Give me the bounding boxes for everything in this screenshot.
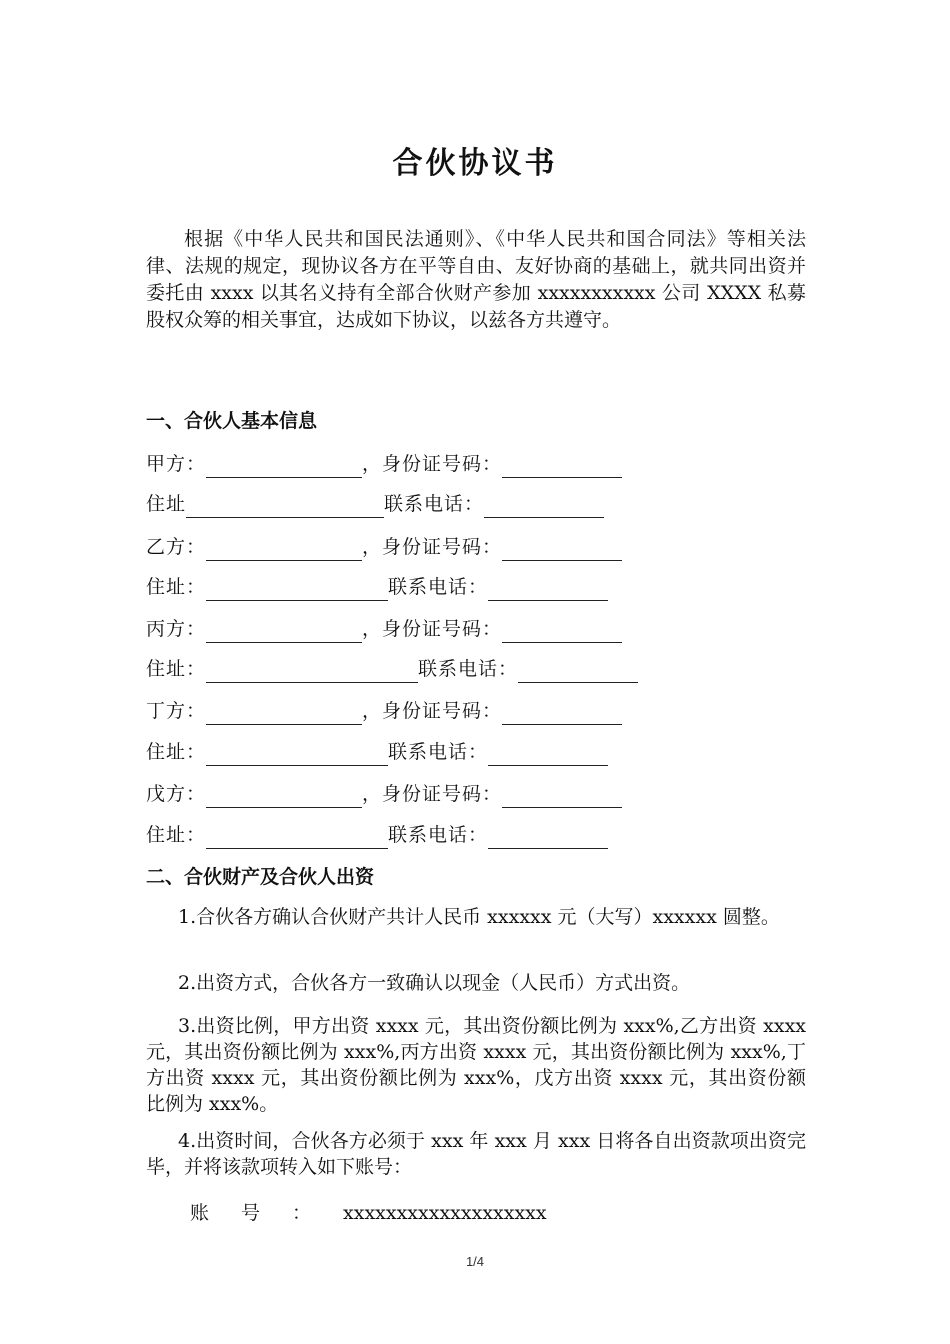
id-label: ，身份证号码：: [362, 700, 503, 722]
party-label: 戊方：: [146, 783, 207, 805]
document-title: 合伙协议书: [392, 146, 558, 181]
account-label: 账号：: [190, 1202, 344, 1224]
clause-3: 3.出资比例，甲方出资 xxxx 元，其出资份额比例为 xxx%,乙方出资 xxxx 元，其出资份额比例为 xxx%,丙方出资 xxxx 元，其出资份额比例为 xxx%,丁方出资 xxxx 元，其出资份额比例为 xxx%，戊方出资 xxxx 元，其出资份额比例为 xxx%。: [146, 1015, 806, 1115]
address-row-wu: [146, 821, 608, 849]
party-row-yi: [146, 533, 622, 561]
name-blank[interactable]: [206, 704, 362, 725]
address-blank[interactable]: [206, 828, 388, 849]
name-blank[interactable]: [206, 540, 362, 561]
id-blank[interactable]: [502, 457, 622, 478]
phone-blank[interactable]: [518, 662, 638, 683]
id-blank[interactable]: [502, 787, 622, 808]
name-blank[interactable]: [206, 457, 362, 478]
address-label: 住址：: [146, 658, 207, 680]
account-value: xxxxxxxxxxxxxxxxxxx: [343, 1202, 547, 1224]
section-heading-capital: 二、合伙财产及合伙人出资: [146, 866, 375, 888]
phone-blank[interactable]: [484, 497, 604, 518]
name-blank[interactable]: [206, 622, 362, 643]
clause-1: 1.合伙各方确认合伙财产共计人民币 xxxxxx 元（大写）xxxxxx 圆整。: [178, 906, 780, 928]
address-label: 住址：: [146, 741, 207, 763]
party-label: 丁方：: [146, 700, 207, 722]
page-number: 1/4: [465, 1254, 485, 1269]
address-row-bing: [146, 655, 638, 683]
clause-2: 2.出资方式，合伙各方一致确认以现金（人民币）方式出资。: [178, 972, 691, 994]
phone-blank[interactable]: [488, 828, 608, 849]
phone-blank[interactable]: [488, 580, 608, 601]
party-label: 甲方：: [146, 453, 207, 475]
intro-paragraph: 根据《中华人民共和国民法通则》、《中华人民共和国合同法》等相关法律、法规的规定，现协议各方在平等自由、友好协商的基础上，就共同出资并委托由 xxxx 以其名义持有全部合伙财产参加 xxxxxxxxxxx 公司 XXXX 私募股权众筹的相关事宜，达成如下协议，以兹各方共遵守。: [146, 228, 806, 331]
section-heading-partner-info: 一、合伙人基本信息: [146, 410, 318, 432]
address-blank[interactable]: [186, 497, 384, 518]
clause-4: 4.出资时间，合伙各方必须于 xxx 年 xxx 月 xxx 日将各自出资款项出资完毕，并将该款项转入如下账号：: [146, 1130, 806, 1178]
party-row-wu: [146, 780, 622, 808]
party-row-jia: [146, 450, 622, 478]
id-label: ，身份证号码：: [362, 536, 503, 558]
address-label: 住址: [146, 493, 187, 515]
party-row-bing: [146, 615, 622, 643]
phone-label: 联系电话：: [388, 576, 489, 598]
phone-label: 联系电话：: [384, 493, 485, 515]
id-blank[interactable]: [502, 622, 622, 643]
address-blank[interactable]: [206, 745, 388, 766]
address-row-yi: [146, 573, 608, 601]
id-label: ，身份证号码：: [362, 453, 503, 475]
address-label: 住址：: [146, 576, 207, 598]
address-row-ding: [146, 738, 608, 766]
party-label: 乙方：: [146, 536, 207, 558]
phone-label: 联系电话：: [388, 824, 489, 846]
phone-label: 联系电话：: [388, 741, 489, 763]
address-label: 住址：: [146, 824, 207, 846]
name-blank[interactable]: [206, 787, 362, 808]
id-blank[interactable]: [502, 704, 622, 725]
id-blank[interactable]: [502, 540, 622, 561]
address-blank[interactable]: [206, 580, 388, 601]
party-row-ding: [146, 697, 622, 725]
id-label: ，身份证号码：: [362, 618, 503, 640]
account-line: [190, 1198, 547, 1225]
address-blank[interactable]: [206, 662, 418, 683]
address-row-jia: [146, 490, 604, 518]
phone-blank[interactable]: [488, 745, 608, 766]
party-label: 丙方：: [146, 618, 207, 640]
id-label: ，身份证号码：: [362, 783, 503, 805]
phone-label: 联系电话：: [418, 658, 519, 680]
